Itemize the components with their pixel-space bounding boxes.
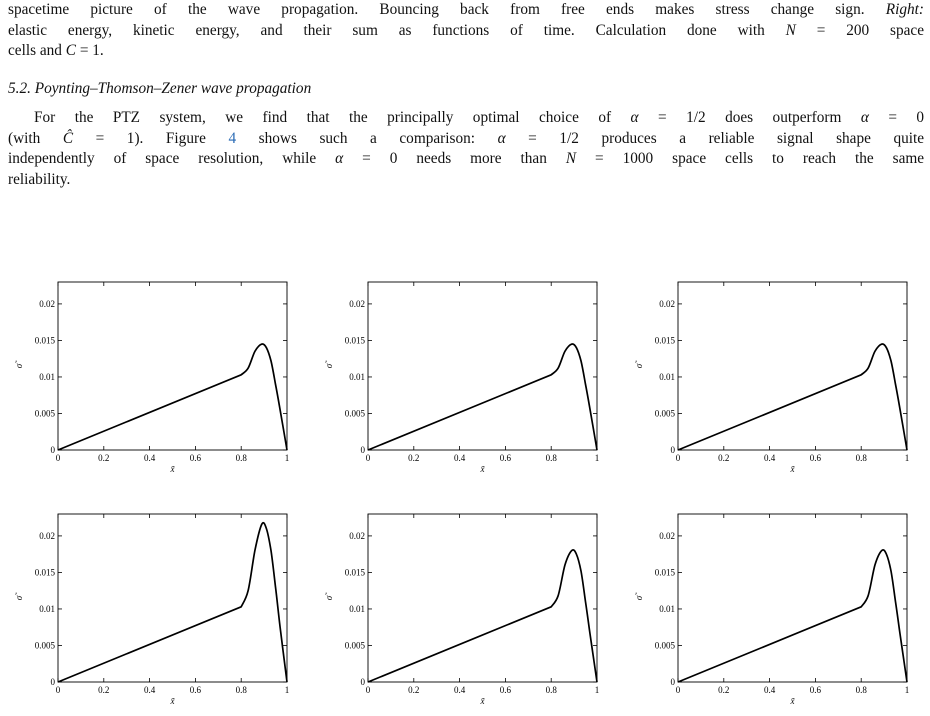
paragraph-text: = 1000 space cells to reach the same [595, 150, 925, 167]
y-axis-label: σ̃ [324, 595, 334, 601]
x-tick-label: 0.2 [408, 685, 420, 695]
caption-text: cells and [8, 42, 62, 59]
x-tick-label: 1 [284, 685, 290, 695]
x-tick-label: 1 [284, 453, 290, 463]
stress-plot-6 [620, 500, 930, 716]
paragraph-line [8, 129, 924, 150]
x-tick-label: 0 [55, 685, 61, 695]
paragraph-text: = 1/2 does outperform [658, 109, 842, 126]
y-tick-label: 0.01 [349, 603, 365, 614]
y-tick-label: 0.005 [34, 640, 55, 651]
y-axis-label: σ̃ [634, 363, 644, 369]
plot-frame [678, 514, 907, 682]
math-symbol: α [630, 109, 639, 126]
y-tick-label: 0.01 [659, 603, 675, 614]
x-tick-label: 0.8 [545, 685, 557, 695]
paragraph-line [8, 108, 924, 129]
x-tick-label: 1 [594, 685, 600, 695]
y-tick-label: 0 [670, 445, 675, 455]
x-tick-label: 0.4 [763, 685, 776, 695]
y-tick-label: 0.01 [39, 371, 55, 382]
stress-curve [58, 523, 287, 682]
y-tick-label: 0.005 [344, 408, 365, 419]
y-tick-label: 0.005 [344, 640, 365, 651]
x-tick-label: 0.8 [235, 453, 247, 463]
caption-line [8, 21, 924, 42]
stress-plot-2 [310, 268, 620, 484]
y-tick-label: 0.02 [659, 530, 675, 541]
paragraph-line [8, 149, 924, 170]
y-tick-label: 0.015 [654, 335, 675, 346]
y-tick-label: 0 [50, 677, 55, 687]
y-tick-label: 0.02 [349, 530, 365, 541]
stress-curve [368, 550, 597, 682]
caption-text: elastic energy, kinetic energy, and their sum as functions of time. Calculation done with [8, 21, 765, 39]
x-axis-label: x̃ [480, 464, 485, 474]
x-tick-label: 0.6 [809, 685, 822, 695]
y-tick-label: 0.015 [654, 567, 675, 578]
paragraph-text: independently of space resolution, while [8, 150, 317, 167]
y-tick-label: 0.02 [39, 298, 55, 309]
x-tick-label: 0.6 [499, 453, 512, 463]
x-tick-label: 0.4 [143, 685, 156, 695]
stress-curve [368, 344, 597, 450]
caption-line [8, 0, 924, 21]
y-tick-label: 0.005 [654, 408, 675, 419]
y-tick-label: 0.015 [344, 335, 365, 346]
y-tick-label: 0.02 [349, 298, 365, 309]
x-tick-label: 1 [594, 453, 600, 463]
caption-text: spacetime picture of the wave propagation. Bouncing back from free ends makes stress change sign. [8, 1, 865, 18]
x-tick-label: 0.4 [453, 685, 466, 695]
y-tick-label: 0 [360, 445, 365, 455]
y-tick-label: 0.02 [39, 530, 55, 541]
x-tick-label: 0.2 [718, 685, 730, 695]
x-tick-label: 0.2 [98, 685, 110, 695]
x-axis-label: x̃ [790, 464, 795, 474]
y-axis-label: σ̃ [14, 363, 24, 369]
y-axis-label: σ̃ [324, 363, 334, 369]
figure-caption-continuation [8, 0, 924, 62]
x-tick-label: 0.2 [98, 453, 110, 463]
x-tick-label: 0.8 [855, 453, 867, 463]
caption-text: = 1. [79, 42, 104, 59]
x-tick-label: 0.6 [189, 453, 202, 463]
x-tick-label: 0.8 [545, 453, 557, 463]
y-axis-label: σ̃ [14, 595, 24, 601]
paragraph-line: reliability. [8, 170, 71, 188]
x-tick-label: 1 [904, 685, 910, 695]
y-tick-label: 0.015 [34, 567, 55, 578]
x-tick-label: 0.6 [189, 685, 202, 695]
paragraph-text: = 1). Figure [95, 129, 206, 147]
x-axis-label: x̃ [790, 696, 795, 706]
y-tick-label: 0.01 [659, 371, 675, 382]
math-symbol: N [785, 21, 796, 39]
x-tick-label: 0 [675, 453, 681, 463]
x-axis-label: x̃ [170, 464, 175, 474]
paragraph-text: For the PTZ system, we find that the principally optimal choice of [34, 109, 612, 126]
stress-plot-4 [0, 500, 310, 716]
y-tick-label: 0 [360, 677, 365, 687]
stress-curve [678, 344, 907, 450]
y-tick-label: 0.02 [659, 298, 675, 309]
y-tick-label: 0.01 [349, 371, 365, 382]
plot-frame [58, 282, 287, 450]
math-symbol: C [65, 42, 76, 59]
x-tick-label: 0.2 [408, 453, 420, 463]
paragraph-text: = 0 [888, 109, 925, 126]
plot-frame [58, 514, 287, 682]
x-axis-label: x̃ [480, 696, 485, 706]
plot-frame [368, 514, 597, 682]
x-tick-label: 0.4 [763, 453, 776, 463]
stress-curve [58, 344, 287, 450]
math-symbol: N [565, 150, 577, 167]
x-tick-label: 0 [675, 685, 681, 695]
caption-line [8, 41, 924, 62]
x-tick-label: 0.2 [718, 453, 730, 463]
math-symbol: Ĉ [62, 129, 74, 147]
x-tick-label: 0 [365, 453, 371, 463]
y-tick-label: 0.005 [654, 640, 675, 651]
paragraph-text: = 1/2 produces a reliable signal shape quite [528, 129, 925, 147]
y-axis-label: σ̃ [634, 595, 644, 601]
x-axis-label: x̃ [170, 696, 175, 706]
x-tick-label: 0.6 [809, 453, 822, 463]
y-tick-label: 0 [50, 445, 55, 455]
x-tick-label: 1 [904, 453, 910, 463]
caption-text: = 200 space [816, 21, 925, 39]
y-tick-label: 0.015 [34, 335, 55, 346]
x-tick-label: 0.8 [855, 685, 867, 695]
plot-frame [368, 282, 597, 450]
math-symbol: α [497, 129, 506, 147]
x-tick-label: 0 [55, 453, 61, 463]
stress-plot-5 [310, 500, 620, 716]
y-tick-label: 0 [670, 677, 675, 687]
caption-italic-right: Right: [885, 1, 924, 18]
body-paragraph [8, 108, 924, 190]
y-tick-label: 0.015 [344, 567, 365, 578]
stress-plot-3 [620, 268, 930, 484]
stress-curve [678, 550, 907, 682]
paragraph-text: = 0 needs more than [362, 150, 547, 167]
paragraph-text: shows such a comparison: [258, 129, 476, 147]
plot-frame [678, 282, 907, 450]
x-tick-label: 0.8 [235, 685, 247, 695]
x-tick-label: 0.6 [499, 685, 512, 695]
y-tick-label: 0.01 [39, 603, 55, 614]
x-tick-label: 0.4 [453, 453, 466, 463]
paragraph-text: (with [8, 129, 41, 147]
math-symbol: α [860, 109, 869, 126]
stress-plot-1 [0, 268, 310, 484]
math-symbol: α [335, 150, 344, 167]
y-tick-label: 0.005 [34, 408, 55, 419]
figure-reference-link[interactable]: 4 [228, 129, 237, 147]
x-tick-label: 0 [365, 685, 371, 695]
x-tick-label: 0.4 [143, 453, 156, 463]
section-heading: 5.2. Poynting–Thomson–Zener wave propagation [8, 80, 312, 97]
